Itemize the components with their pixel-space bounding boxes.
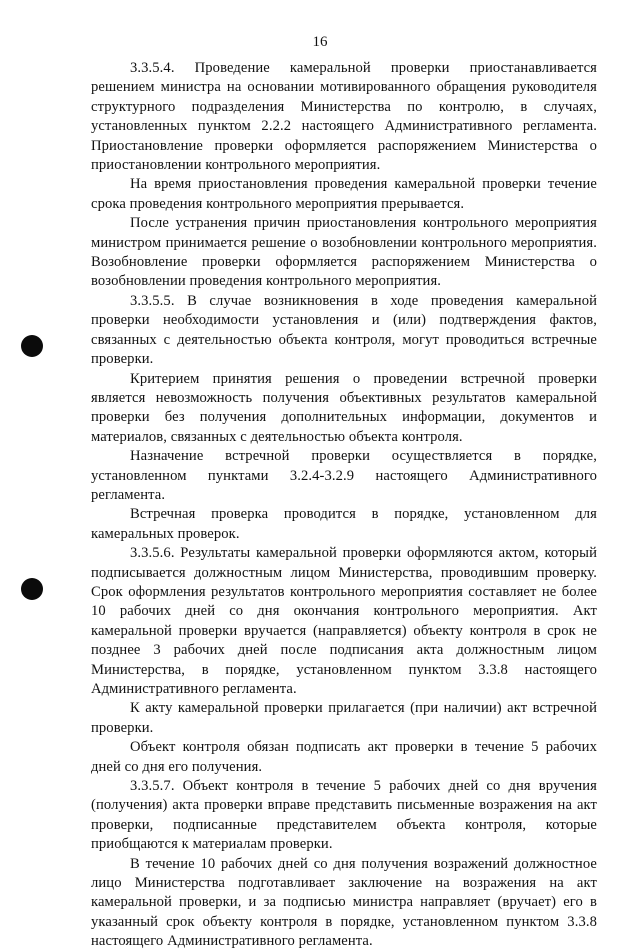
paragraph-counter-check-procedure: Встречная проверка проводится в порядке, установленном для камеральных проверок. [91, 506, 597, 542]
paragraph-counter-check-assignment: Назначение встречной проверки осуществляется в порядке, установленном пунктами 3.2.4-3.2.9 настоящего Административного регламента. [91, 448, 597, 503]
punch-hole-top [21, 335, 43, 357]
paragraph-3-3-5-4: 3.3.5.4. Проведение камеральной проверки приостанавливается решением министра на основании мотивированного обращения руководителя структурного подразделения Министерства по контролю, в случаях, установленных пунктом 2.2.2 настоящего Административного регламента. Приостановление проверки оформляется распоряжением Министерства о приостановлении контрольного мероприятия. [91, 60, 597, 174]
paragraph-3-3-5-6: 3.3.5.6. Результаты камеральной проверки оформляются актом, который подписывается должностным лицом Министерства, проводившим проверку. Срок оформления результатов контрольного мероприятия составляет не более 10 рабочих дней со дня окончания контрольного мероприятия. Акт камеральной проверки вручается (направляется) объекту контроля в срок не позднее 3 рабочих дней после подписания акта должностным лицом Министерства, в порядке, установленном пунктом 3.3.8 настоящего Административного регламента. [91, 545, 597, 697]
paragraph-3-3-5-5: 3.3.5.5. В случае возникновения в ходе проведения камеральной проверки необходимости установления и (или) подтверждения фактов, связанных с деятельностью объекта контроля, могут проводиться встречные проверки. [91, 292, 597, 368]
paragraph-3-3-5-7: 3.3.5.7. Объект контроля в течение 5 рабочих дней со дня вручения (получения) акта проверки вправе представить письменные возражения на акт проверки, подписанные представителем объекта контроля, которые приобщаются к материалам проверки. [91, 778, 597, 853]
paragraph-suspension-period: На время приостановления проведения камеральной проверки течение срока проведения контрольного мероприятия прерывается. [91, 176, 597, 212]
paragraph-act-signing: Объект контроля обязан подписать акт проверки в течение 5 рабочих дней со дня его получения. [91, 739, 597, 775]
document-body [91, 59, 597, 952]
punch-hole-bottom [21, 578, 43, 600]
page-number: 16 [312, 34, 328, 50]
paragraph-counter-check-criterion: Критерием принятия решения о проведении встречной проверки является невозможность получения объективных результатов камеральной проверки без получения дополнительных информации, документов и материалов, связанных с деятельностью объекта контроля. [91, 370, 597, 445]
paragraph-act-attachment: К акту камеральной проверки прилагается (при наличии) акт встречной проверки. [91, 700, 597, 736]
paragraph-resumption: После устранения причин приостановления контрольного мероприятия министром принимается решение о возобновлении контрольного мероприятия. Возобновление проверки оформляется распоряжением Министерства о возобновлении проведения контрольного мероприятия. [91, 215, 597, 290]
paragraph-objection-conclusion: В течение 10 рабочих дней со дня получения возражений должностное лицо Министерства подготавливает заключение на возражения на акт камеральной проверки, и за подписью министра направляет (вручает) его в указанный срок объекту контроля в порядке, установленном пунктом 3.3.8 настоящего Административного регламента. [91, 855, 597, 950]
